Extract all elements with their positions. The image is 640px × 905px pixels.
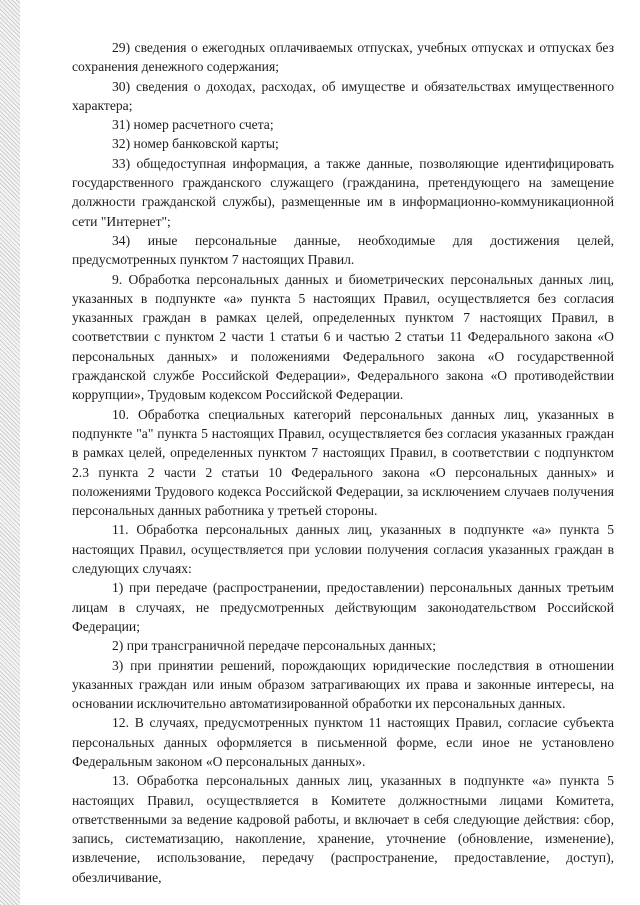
clause-13: 13. Обработка персональных данных лиц, указанных в подпункте «а» пункта 5 настоящих Правил, осуществляется в Комитете должностными лицами Комитета, ответственными за ведение кадровой работы, и включает в себя следующие действия: сбор, запись, систематизацию, накопление, хранение, уточнение (обновление, изменение), извлечение, использование, передачу (распространение, предоставление, доступ), обезличивание,: [72, 773, 614, 885]
item-34: 34) иные персональные данные, необходимые для достижения целей, предусмотренных пунктом 7 настоящих Правил.: [72, 232, 614, 268]
item-32: 32) номер банковской карты;: [112, 136, 279, 152]
clause-11-item-3: 3) при принятии решений, порождающих юридические последствия в отношении указанных граждан или иным образом затрагивающих их права и законные интересы, на основании исключительно автоматизированной обработки их персональных данных.: [72, 657, 614, 712]
item-31: 31) номер расчетного счета;: [112, 117, 274, 133]
clause-11: 11. Обработка персональных данных лиц, указанных в подпункте «а» пункта 5 настоящих Правил, осуществляется при условии получения согласия указанных граждан в следующих случаях:: [72, 522, 614, 577]
item-30: 30) сведения о доходах, расходах, об имуществе и обязательствах имущественного характера;: [72, 78, 614, 113]
item-29: 29) сведения о ежегодных оплачиваемых отпусках, учебных отпусках и отпусках без сохранения денежного содержания;: [72, 40, 614, 75]
clause-12: 12. В случаях, предусмотренных пунктом 11 настоящих Правил, согласие субъекта персональных данных оформляется в письменной форме, если иное не установлено Федеральным законом «О персональных данных».: [72, 715, 614, 769]
clause-9: 9. Обработка персональных данных и биометрических персональных данных лиц, указанных в подпункте «а» пункта 5 настоящих Правил, осуществляется без согласия указанных граждан в рамках целей, определенных пунктом 7 настоящих Правил, в соответствии с пунктом 2 части 1 статьи 6 и частью 2 статьи 11 Федерального закона «О персональных данных» и положениями Федерального закона «О государственной гражданской службе Российской Федерации», Федерального закона «О противодействии коррупции», Трудовым кодексом Российской Федерации.: [72, 271, 614, 403]
item-33: 33) общедоступная информация, а также данные, позволяющие идентифицировать государственного гражданского служащего (гражданина, претендующего на замещение должности гражданской службы), размещенные им в информационно-коммуникационной сети "Интернет";: [72, 155, 614, 229]
clause-10: 10. Обработка специальных категорий персональных данных лиц, указанных в подпункте "а" пункта 5 настоящих Правил, осуществляется без согласия указанных граждан в рамках целей, определенных пунктом 7 настоящих Правил, в соответствии с подпунктом 2.3 пункта 2 части 2 статьи 10 Федерального закона «О персональных данных» и положениями Трудового кодекса Российской Федерации, за исключением случаев получения персональных данных работника у третьей стороны.: [72, 406, 614, 519]
document-page: [72, 38, 614, 887]
clause-11-item-1: 1) при передаче (распространении, предоставлении) персональных данных третьим лицам в случаях, не предусмотренных действующим законодательством Российской Федерации;: [72, 580, 614, 634]
clause-11-item-2: 2) при трансграничной передаче персональных данных;: [112, 638, 437, 654]
scan-edge: [0, 0, 20, 905]
